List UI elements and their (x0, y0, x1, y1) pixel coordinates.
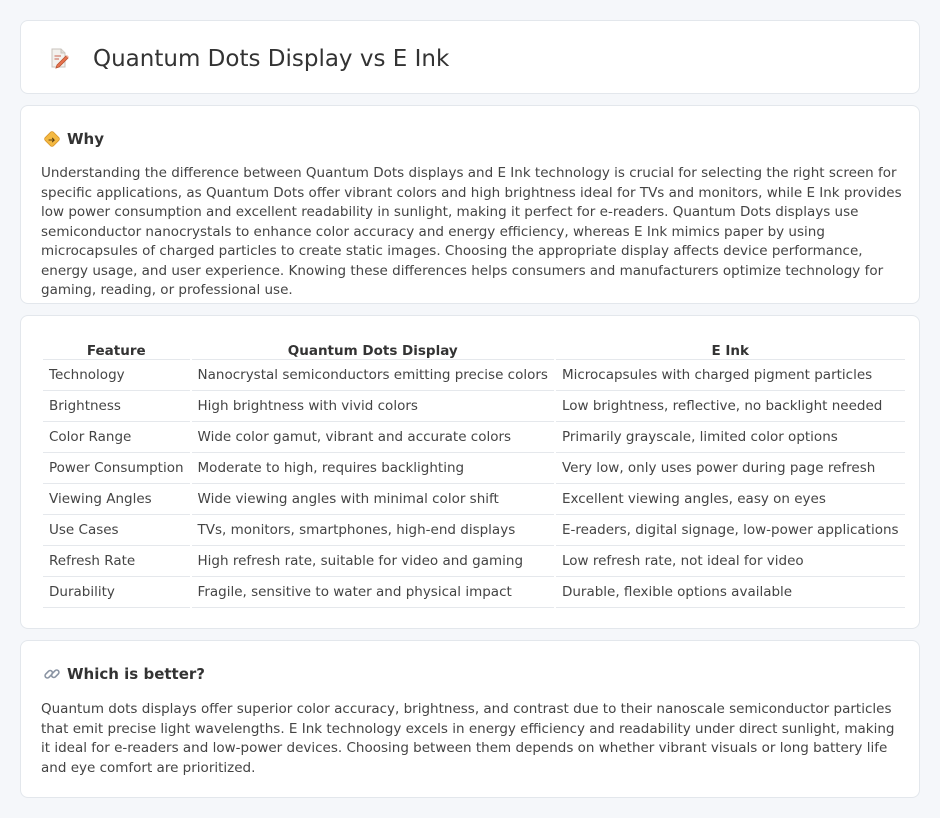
e-ink-cell: Primarily grayscale, limited color options (556, 422, 905, 453)
table-header-row (43, 337, 905, 360)
e-ink-cell: Low brightness, reflective, no backlight needed (556, 391, 905, 422)
feature-cell: Technology (43, 360, 190, 391)
table-row (43, 453, 905, 484)
feature-cell: Color Range (43, 422, 190, 453)
better-text: Quantum dots displays offer superior color accuracy, brightness, and contrast due to their nanoscale semiconductor particles that emit precise light wavelengths. E Ink technology excels in energy efficiency and readability under direct sunlight, making it ideal for e-readers and low-power devices. Choosing between them depends on whether vibrant visuals or long battery life and eye comfort are prioritized. (41, 701, 895, 776)
quantum-dots-cell: High refresh rate, suitable for video and gaming (192, 546, 554, 577)
better-heading (43, 664, 205, 684)
table-row (43, 546, 905, 577)
e-ink-cell: Low refresh rate, not ideal for video (556, 546, 905, 577)
why-title: Why (67, 130, 105, 148)
why-section (20, 105, 920, 304)
table-row (43, 577, 905, 608)
table-row (43, 484, 905, 515)
e-ink-cell: Microcapsules with charged pigment particles (556, 360, 905, 391)
comparison-table (41, 337, 907, 608)
e-ink-cell: Excellent viewing angles, easy on eyes (556, 484, 905, 515)
diamond-sign-icon (43, 130, 61, 148)
quantum-dots-cell: Wide color gamut, vibrant and accurate colors (192, 422, 554, 453)
quantum-dots-cell: TVs, monitors, smartphones, high-end displays (192, 515, 554, 546)
column-header-feature: Feature (43, 337, 190, 360)
column-header-e-ink: E Ink (556, 337, 905, 360)
document-pencil-icon (48, 47, 70, 69)
feature-cell: Refresh Rate (43, 546, 190, 577)
link-icon (43, 665, 61, 683)
why-text: Understanding the difference between Quantum Dots displays and E Ink technology is crucial for selecting the right screen for specific applications, as Quantum Dots offer vibrant colors and high brightness ideal for TVs and monitors, while E Ink provides low power consumption and excellent readability in sunlight, making it perfect for e-readers. Quantum Dots displays use semiconductor nanocrystals to enhance color accuracy and energy efficiency, whereas E Ink mimics paper by using microcapsules of charged particles to create static images. Choosing the appropriate display affects device performance, energy usage, and user experience. Knowing these differences helps consumers and manufacturers optimize technology for gaming, reading, or professional use. (41, 165, 902, 298)
e-ink-cell: Very low, only uses power during page refresh (556, 453, 905, 484)
comparison-section (20, 315, 920, 629)
feature-cell: Brightness (43, 391, 190, 422)
header-card (20, 20, 920, 94)
which-is-better-section (20, 640, 920, 798)
table-row (43, 422, 905, 453)
why-heading (43, 129, 104, 149)
table-row (43, 360, 905, 391)
better-title: Which is better? (67, 665, 205, 683)
feature-cell: Power Consumption (43, 453, 190, 484)
page-title: Quantum Dots Display vs E Ink (93, 46, 450, 72)
e-ink-cell: Durable, flexible options available (556, 577, 905, 608)
table-row (43, 515, 905, 546)
quantum-dots-cell: Wide viewing angles with minimal color shift (192, 484, 554, 515)
quantum-dots-cell: Nanocrystal semiconductors emitting precise colors (192, 360, 554, 391)
feature-cell: Durability (43, 577, 190, 608)
quantum-dots-cell: Moderate to high, requires backlighting (192, 453, 554, 484)
feature-cell: Use Cases (43, 515, 190, 546)
feature-cell: Viewing Angles (43, 484, 190, 515)
quantum-dots-cell: High brightness with vivid colors (192, 391, 554, 422)
e-ink-cell: E-readers, digital signage, low-power applications (556, 515, 905, 546)
column-header-quantum-dots: Quantum Dots Display (192, 337, 554, 360)
table-row (43, 391, 905, 422)
quantum-dots-cell: Fragile, sensitive to water and physical impact (192, 577, 554, 608)
